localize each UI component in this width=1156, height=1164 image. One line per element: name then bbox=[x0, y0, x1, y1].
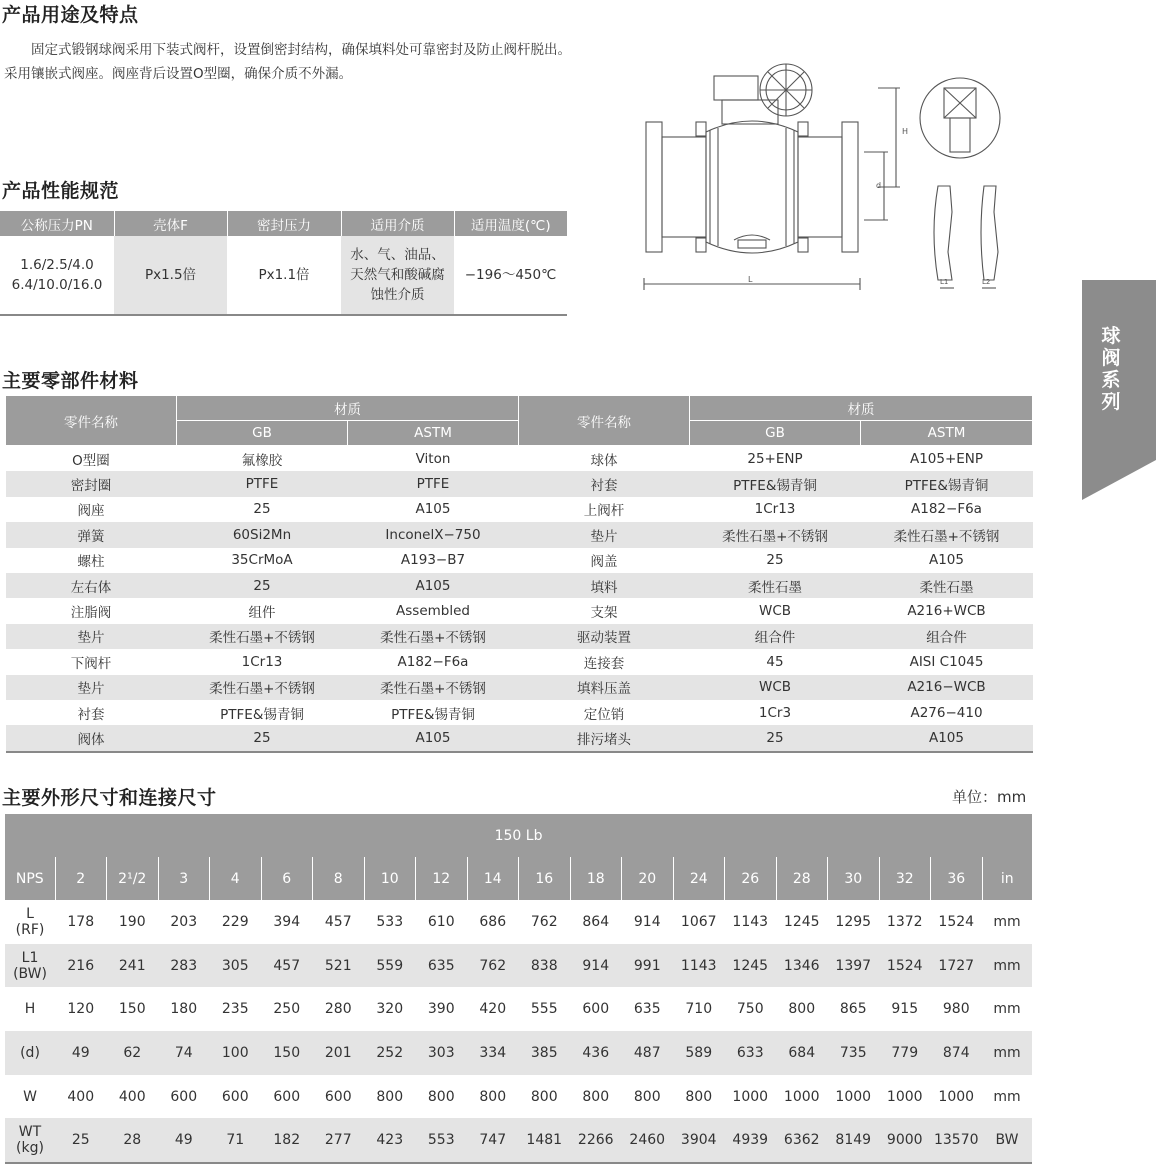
nps-size: 30 bbox=[828, 857, 880, 900]
dimension-value: 633 bbox=[725, 1031, 777, 1075]
dimension-label-line: (RF) bbox=[15, 921, 45, 938]
dimension-value: 1372 bbox=[886, 913, 923, 930]
dimension-value: 305 bbox=[210, 944, 262, 988]
dimension-value: 600 bbox=[221, 1088, 249, 1105]
astm-cell: 柔性石墨 bbox=[861, 573, 1033, 598]
dimension-value: 914 bbox=[570, 944, 622, 988]
astm-cell: A105 bbox=[415, 501, 451, 518]
dimension-value: 915 bbox=[891, 1001, 919, 1018]
dimension-label bbox=[5, 987, 55, 1031]
dimension-value: 1481 bbox=[519, 1118, 571, 1163]
dimension-label bbox=[5, 1075, 55, 1119]
right-flange bbox=[842, 122, 858, 252]
gb-cell: 25 bbox=[177, 725, 348, 751]
intro-paragraph: 固定式锻钢球阀采用下装式阀杆，设置倒密封结构，确保填料处可靠密封及防止阀杆脱出。采用镶嵌式阀座。阀座背后设置O型圈，确保介质不外漏。 bbox=[4, 42, 571, 82]
dimension-row bbox=[5, 1031, 1032, 1075]
dimension-value: 385 bbox=[519, 1031, 571, 1075]
dimension-value: 521 bbox=[313, 944, 365, 988]
nps-size: 8 bbox=[313, 857, 365, 900]
pressure-line: 6.4/10.0/16.0 bbox=[11, 277, 103, 293]
material-row bbox=[6, 725, 1033, 751]
gb-cell: 45 bbox=[766, 653, 784, 670]
astm-cell: A105 bbox=[861, 725, 1033, 751]
pressure-class: 150 Lb bbox=[5, 814, 1032, 857]
material-row bbox=[6, 471, 1033, 496]
dim-label-d: d bbox=[876, 181, 882, 190]
dim-label-l2: L2 bbox=[982, 278, 991, 286]
dimension-value: 800 bbox=[427, 1088, 455, 1105]
nps-size: 28 bbox=[776, 857, 828, 900]
dimension-value: 28 bbox=[107, 1118, 159, 1163]
dim-label-h: H bbox=[902, 127, 909, 136]
dimension-value: 635 bbox=[416, 944, 468, 988]
nps-row bbox=[5, 857, 1032, 900]
nps-size: 32 bbox=[879, 857, 931, 900]
part-name-cell: 衬套 bbox=[519, 471, 690, 496]
part-name-cell: 衬套 bbox=[77, 706, 105, 723]
dimension-value: 216 bbox=[55, 944, 107, 988]
dimension-value: 400 bbox=[67, 1088, 95, 1105]
part-name-cell: 弹簧 bbox=[6, 522, 177, 547]
dimension-row bbox=[5, 1118, 1032, 1163]
specs-title: 产品性能规范 bbox=[2, 180, 120, 202]
astm-cell: A193−B7 bbox=[400, 552, 466, 569]
dimension-value: 533 bbox=[376, 913, 404, 930]
part-name-cell: 阀体 bbox=[6, 725, 177, 751]
dimension-label-line: (kg) bbox=[16, 1140, 44, 1157]
nps-size: 14 bbox=[467, 857, 519, 900]
dimension-value: 1245 bbox=[783, 913, 820, 930]
material-row bbox=[6, 522, 1033, 547]
dimension-value: 686 bbox=[479, 913, 507, 930]
astm-cell: Assembled bbox=[396, 603, 470, 620]
dimension-label-line: (BW) bbox=[13, 965, 47, 982]
astm-cell: 组合件 bbox=[861, 624, 1033, 649]
dimension-unit: mm bbox=[993, 913, 1021, 930]
medium-line: 蚀性介质 bbox=[370, 287, 425, 303]
astm-cell: A105 bbox=[348, 725, 519, 751]
medium-line: 水、气、油品、 bbox=[350, 247, 445, 263]
dimension-value: 600 bbox=[273, 1088, 301, 1105]
material-row bbox=[6, 446, 1033, 472]
seal-cell: Px1.1倍 bbox=[227, 236, 341, 315]
astm-cell: A105 bbox=[348, 573, 519, 598]
dimension-value: 62 bbox=[107, 1031, 159, 1075]
part-name-cell: 垫片 bbox=[6, 624, 177, 649]
dimension-value: 250 bbox=[273, 1001, 301, 1018]
astm-cell: A216−WCB bbox=[861, 675, 1033, 700]
material-header: 材质 bbox=[177, 396, 519, 421]
dimension-value: 600 bbox=[582, 1001, 610, 1018]
material-row bbox=[6, 700, 1033, 725]
dimension-value: 747 bbox=[467, 1118, 519, 1163]
astm-cell: A276−410 bbox=[910, 704, 983, 721]
dimension-value: 800 bbox=[788, 1001, 816, 1018]
medium-line: 天然气和酸碱腐 bbox=[350, 267, 445, 283]
gb-cell: 柔性石墨+不锈钢 bbox=[177, 624, 348, 649]
dimension-unit: mm bbox=[993, 1088, 1021, 1105]
gb-cell: 组合件 bbox=[690, 624, 861, 649]
astm-header: ASTM bbox=[348, 421, 519, 446]
dimension-value: 436 bbox=[570, 1031, 622, 1075]
dimension-label-line: WT bbox=[18, 1124, 42, 1141]
material-row bbox=[6, 548, 1033, 573]
gb-cell: 1Cr13 bbox=[754, 501, 796, 518]
dimension-value: 610 bbox=[427, 913, 455, 930]
dimension-value: 589 bbox=[673, 1031, 725, 1075]
dimension-value: 600 bbox=[324, 1088, 352, 1105]
dimension-value: 1000 bbox=[835, 1088, 872, 1105]
specs-header: 公称压力PN bbox=[0, 211, 114, 236]
dimension-value: 874 bbox=[931, 1031, 983, 1075]
dimension-value: 1727 bbox=[931, 944, 983, 988]
dimension-value: 1067 bbox=[680, 913, 717, 930]
dimension-value: 25 bbox=[55, 1118, 107, 1163]
astm-cell: 柔性石墨+不锈钢 bbox=[348, 675, 519, 700]
gb-cell: WCB bbox=[690, 675, 861, 700]
material-header: 材质 bbox=[690, 396, 1033, 421]
dimension-value: 1397 bbox=[828, 944, 880, 988]
part-name-cell: 填料 bbox=[519, 573, 690, 598]
nps-size: 12 bbox=[416, 857, 468, 900]
part-name-cell: 密封圈 bbox=[6, 471, 177, 496]
shell-cell: Px1.5倍 bbox=[114, 236, 227, 315]
part-name-cell: 上阀杆 bbox=[583, 503, 625, 520]
nps-size: 18 bbox=[570, 857, 622, 900]
dimension-value: 600 bbox=[170, 1088, 198, 1105]
dimension-value: 457 bbox=[261, 944, 313, 988]
dimension-value: 457 bbox=[324, 913, 352, 930]
nps-size: 4 bbox=[210, 857, 262, 900]
gb-header: GB bbox=[690, 421, 861, 446]
gb-cell: 25 bbox=[177, 573, 348, 598]
gb-cell: 1Cr13 bbox=[241, 653, 283, 670]
dimension-row bbox=[5, 987, 1032, 1031]
gb-cell: 柔性石墨+不锈钢 bbox=[690, 522, 861, 547]
astm-cell: InconelX−750 bbox=[348, 522, 519, 547]
materials-header-row bbox=[6, 396, 1033, 421]
dimension-value: 49 bbox=[55, 1031, 107, 1075]
dimension-value: 762 bbox=[467, 944, 519, 988]
gb-header: GB bbox=[177, 421, 348, 446]
materials-table bbox=[5, 395, 1033, 753]
dimension-label-line: (d) bbox=[20, 1044, 40, 1061]
dimension-value: 235 bbox=[221, 1001, 249, 1018]
features-title: 产品用途及特点 bbox=[2, 4, 139, 26]
specs-header: 密封压力 bbox=[227, 211, 341, 236]
dimension-value: 914 bbox=[633, 913, 661, 930]
side-tab-char: 球 bbox=[1101, 325, 1121, 347]
part-name-cell: 阀盖 bbox=[590, 554, 618, 571]
part-name-cell: 定位销 bbox=[583, 706, 625, 723]
gb-cell: 25+ENP bbox=[747, 450, 803, 467]
dimension-value: 252 bbox=[364, 1031, 416, 1075]
astm-cell: A105+ENP bbox=[909, 450, 984, 467]
dimension-value: 800 bbox=[376, 1088, 404, 1105]
pressure-cell bbox=[0, 236, 114, 315]
dimension-value: 4939 bbox=[725, 1118, 777, 1163]
dimension-value: 203 bbox=[170, 913, 198, 930]
dimension-value: 400 bbox=[118, 1088, 146, 1105]
dimension-value: 420 bbox=[479, 1001, 507, 1018]
side-tab-corner bbox=[1082, 460, 1156, 500]
specs-table bbox=[0, 211, 567, 316]
specs-value-row bbox=[0, 236, 567, 315]
nps-unit: in bbox=[982, 857, 1032, 900]
nps-size: 20 bbox=[622, 857, 674, 900]
gb-cell: 60Si2Mn bbox=[177, 522, 348, 547]
gb-cell: 柔性石墨 bbox=[690, 573, 861, 598]
dimension-value: 1000 bbox=[732, 1088, 769, 1105]
valve-body bbox=[706, 121, 798, 253]
dimension-value: 800 bbox=[479, 1088, 507, 1105]
dimension-value: 229 bbox=[221, 913, 249, 930]
dimension-value: 1143 bbox=[673, 944, 725, 988]
nps-size: 36 bbox=[931, 857, 983, 900]
part-name-cell: 支架 bbox=[590, 605, 618, 622]
nps-size: 16 bbox=[519, 857, 571, 900]
dimension-value: 559 bbox=[364, 944, 416, 988]
dimension-value: 1346 bbox=[776, 944, 828, 988]
dimension-value: 283 bbox=[158, 944, 210, 988]
dim-label-l: L bbox=[748, 275, 753, 284]
part-name-cell: 垫片 bbox=[519, 522, 690, 547]
dimension-value: 13570 bbox=[931, 1118, 983, 1163]
astm-cell: A182−F6a bbox=[911, 501, 982, 518]
astm-cell: AISI C1045 bbox=[909, 653, 984, 670]
gb-cell: 1Cr3 bbox=[758, 704, 792, 721]
dimension-unit: mm bbox=[993, 1001, 1021, 1018]
dimension-label-line: L bbox=[26, 905, 34, 922]
dimension-value: 280 bbox=[324, 1001, 352, 1018]
gb-cell: 35CrMoA bbox=[231, 552, 293, 569]
dimension-value: 750 bbox=[736, 1001, 764, 1018]
gb-cell: PTFE&锡青铜 bbox=[690, 471, 861, 496]
nps-size: 6 bbox=[261, 857, 313, 900]
pressure-line: 1.6/2.5/4.0 bbox=[20, 257, 94, 273]
gb-cell: 25 bbox=[690, 725, 861, 751]
part-name-header: 零件名称 bbox=[6, 396, 177, 446]
dimension-value: 394 bbox=[273, 913, 301, 930]
gb-cell: 柔性石墨+不锈钢 bbox=[177, 675, 348, 700]
dimension-value: 2460 bbox=[622, 1118, 674, 1163]
dimension-label-line: H bbox=[24, 1001, 36, 1018]
unit-label: 单位：mm bbox=[952, 788, 1027, 806]
astm-cell: A182−F6a bbox=[397, 653, 469, 670]
dimension-value: 710 bbox=[685, 1001, 713, 1018]
part-name-cell: 填料压盖 bbox=[519, 675, 690, 700]
dims-title: 主要外形尺寸和连接尺寸 bbox=[2, 787, 217, 809]
part-name-cell: 阀座 bbox=[77, 503, 105, 520]
dimension-value: 779 bbox=[879, 1031, 931, 1075]
dimension-unit: mm bbox=[982, 944, 1032, 988]
specs-header: 适用介质 bbox=[341, 211, 454, 236]
dimension-row bbox=[5, 1075, 1032, 1119]
dimension-label bbox=[5, 900, 55, 944]
dimension-value: 3904 bbox=[673, 1118, 725, 1163]
part-name-cell: 球体 bbox=[590, 452, 618, 469]
dimension-value: 6362 bbox=[776, 1118, 828, 1163]
dimension-value: 762 bbox=[530, 913, 558, 930]
part-name-cell: 下阀杆 bbox=[70, 655, 112, 672]
dimension-value: 201 bbox=[313, 1031, 365, 1075]
astm-cell: 柔性石墨+不锈钢 bbox=[861, 522, 1033, 547]
gb-cell: PTFE&锡青铜 bbox=[220, 706, 304, 723]
dimension-label bbox=[5, 944, 55, 988]
dimension-value: 635 bbox=[633, 1001, 661, 1018]
dimension-value: 684 bbox=[776, 1031, 828, 1075]
dimension-value: 71 bbox=[210, 1118, 262, 1163]
dimension-value: 555 bbox=[530, 1001, 558, 1018]
material-row bbox=[6, 497, 1033, 522]
dimension-value: 1524 bbox=[938, 913, 975, 930]
dimension-value: 303 bbox=[416, 1031, 468, 1075]
dimension-value: 334 bbox=[467, 1031, 519, 1075]
astm-header: ASTM bbox=[861, 421, 1033, 446]
dimension-value: 800 bbox=[530, 1088, 558, 1105]
gb-cell: WCB bbox=[758, 603, 792, 620]
specs-header: 壳体F bbox=[114, 211, 227, 236]
dimension-value: 800 bbox=[685, 1088, 713, 1105]
dimension-value: 1143 bbox=[732, 913, 769, 930]
dimension-value: 182 bbox=[261, 1118, 313, 1163]
dimension-value: 487 bbox=[622, 1031, 674, 1075]
bw-end-profile bbox=[981, 186, 998, 280]
material-row bbox=[6, 624, 1033, 649]
material-row bbox=[6, 675, 1033, 700]
specs-header-row bbox=[0, 211, 567, 236]
material-row bbox=[6, 649, 1033, 674]
nps-size: 2¹/2 bbox=[107, 857, 159, 900]
nps-label: NPS bbox=[5, 857, 55, 900]
dimensions-table bbox=[5, 814, 1032, 1164]
dimension-value: 277 bbox=[313, 1118, 365, 1163]
dimension-value: 74 bbox=[158, 1031, 210, 1075]
bonnet bbox=[722, 100, 778, 124]
dimension-value: 178 bbox=[67, 913, 95, 930]
part-name-cell: O型圈 bbox=[72, 452, 110, 469]
dimension-value: 864 bbox=[582, 913, 610, 930]
dimension-value: 150 bbox=[261, 1031, 313, 1075]
dimension-value: 2266 bbox=[570, 1118, 622, 1163]
dimension-label bbox=[5, 1118, 55, 1163]
dimension-label-line: W bbox=[23, 1088, 37, 1105]
dimension-unit: mm bbox=[982, 1031, 1032, 1075]
astm-cell: PTFE bbox=[348, 471, 519, 496]
part-name-cell: 排污堵头 bbox=[519, 725, 690, 751]
dimension-value: 1245 bbox=[725, 944, 777, 988]
bw-end-profile bbox=[934, 186, 952, 280]
class-row bbox=[5, 814, 1032, 857]
dimension-value: 180 bbox=[170, 1001, 198, 1018]
dimension-value: 9000 bbox=[879, 1118, 931, 1163]
dimension-value: 241 bbox=[107, 944, 159, 988]
side-tab-char: 系 bbox=[1101, 369, 1121, 391]
dimension-value: 553 bbox=[416, 1118, 468, 1163]
dimension-value: 120 bbox=[67, 1001, 95, 1018]
dim-label-l1: L1 bbox=[940, 278, 949, 286]
gb-cell: PTFE bbox=[177, 471, 348, 496]
part-name-cell: 垫片 bbox=[6, 675, 177, 700]
astm-cell: Viton bbox=[415, 450, 451, 467]
dimension-value: 980 bbox=[942, 1001, 970, 1018]
dimension-label bbox=[5, 1031, 55, 1075]
dimension-value: 1000 bbox=[783, 1088, 820, 1105]
gb-cell: 25 bbox=[766, 552, 784, 569]
material-row bbox=[6, 598, 1033, 623]
gearbox bbox=[714, 76, 758, 100]
dimension-label-line: L1 bbox=[21, 949, 39, 966]
dimension-value: 150 bbox=[118, 1001, 146, 1018]
dimension-value: 49 bbox=[158, 1118, 210, 1163]
dimension-value: 1524 bbox=[879, 944, 931, 988]
astm-cell: A105 bbox=[928, 552, 964, 569]
dimension-value: 390 bbox=[427, 1001, 455, 1018]
dimension-value: 865 bbox=[839, 1001, 867, 1018]
side-tab-char: 列 bbox=[1101, 391, 1121, 413]
part-name-cell: 螺柱 bbox=[77, 554, 105, 571]
part-name-cell: 注脂阀 bbox=[70, 605, 112, 622]
dimension-row bbox=[5, 900, 1032, 944]
side-tab-label bbox=[1098, 325, 1124, 413]
dimension-row bbox=[5, 944, 1032, 988]
left-flange bbox=[646, 122, 662, 252]
dimension-value: 320 bbox=[376, 1001, 404, 1018]
materials-title: 主要零部件材料 bbox=[2, 370, 139, 392]
nps-size: 10 bbox=[364, 857, 416, 900]
nps-size: 3 bbox=[158, 857, 210, 900]
part-name-cell: 左右体 bbox=[6, 573, 177, 598]
temperature-cell: −196～450℃ bbox=[454, 236, 567, 315]
part-name-cell: 连接套 bbox=[583, 655, 625, 672]
dimension-unit: BW bbox=[982, 1118, 1032, 1163]
part-name-header: 零件名称 bbox=[519, 396, 690, 446]
astm-cell: PTFE&锡青铜 bbox=[861, 471, 1033, 496]
dimension-value: 190 bbox=[118, 913, 146, 930]
side-tab-char: 阀 bbox=[1101, 347, 1121, 369]
dimension-value: 423 bbox=[364, 1118, 416, 1163]
nps-size: 2 bbox=[55, 857, 107, 900]
astm-cell: 柔性石墨+不锈钢 bbox=[348, 624, 519, 649]
nps-size: 24 bbox=[673, 857, 725, 900]
dimension-value: 1295 bbox=[835, 913, 872, 930]
specs-header: 适用温度(℃) bbox=[454, 211, 567, 236]
dimension-value: 735 bbox=[828, 1031, 880, 1075]
dimension-value: 1000 bbox=[938, 1088, 975, 1105]
dimension-value: 100 bbox=[210, 1031, 262, 1075]
medium-cell bbox=[341, 236, 454, 315]
dimension-value: 838 bbox=[519, 944, 571, 988]
dimension-value: 800 bbox=[633, 1088, 661, 1105]
material-row bbox=[6, 573, 1033, 598]
dimension-value: 1000 bbox=[886, 1088, 923, 1105]
gb-cell: 组件 bbox=[248, 605, 276, 622]
astm-cell: PTFE&锡青铜 bbox=[391, 706, 475, 723]
gb-cell: 25 bbox=[253, 501, 271, 518]
dimension-value: 991 bbox=[622, 944, 674, 988]
valve-drawing bbox=[638, 52, 1010, 296]
part-name-cell: 驱动装置 bbox=[519, 624, 690, 649]
nps-size: 26 bbox=[725, 857, 777, 900]
dimension-value: 8149 bbox=[828, 1118, 880, 1163]
dimension-value: 800 bbox=[582, 1088, 610, 1105]
gb-cell: 氟橡胶 bbox=[241, 452, 283, 469]
astm-cell: A216+WCB bbox=[907, 603, 986, 620]
